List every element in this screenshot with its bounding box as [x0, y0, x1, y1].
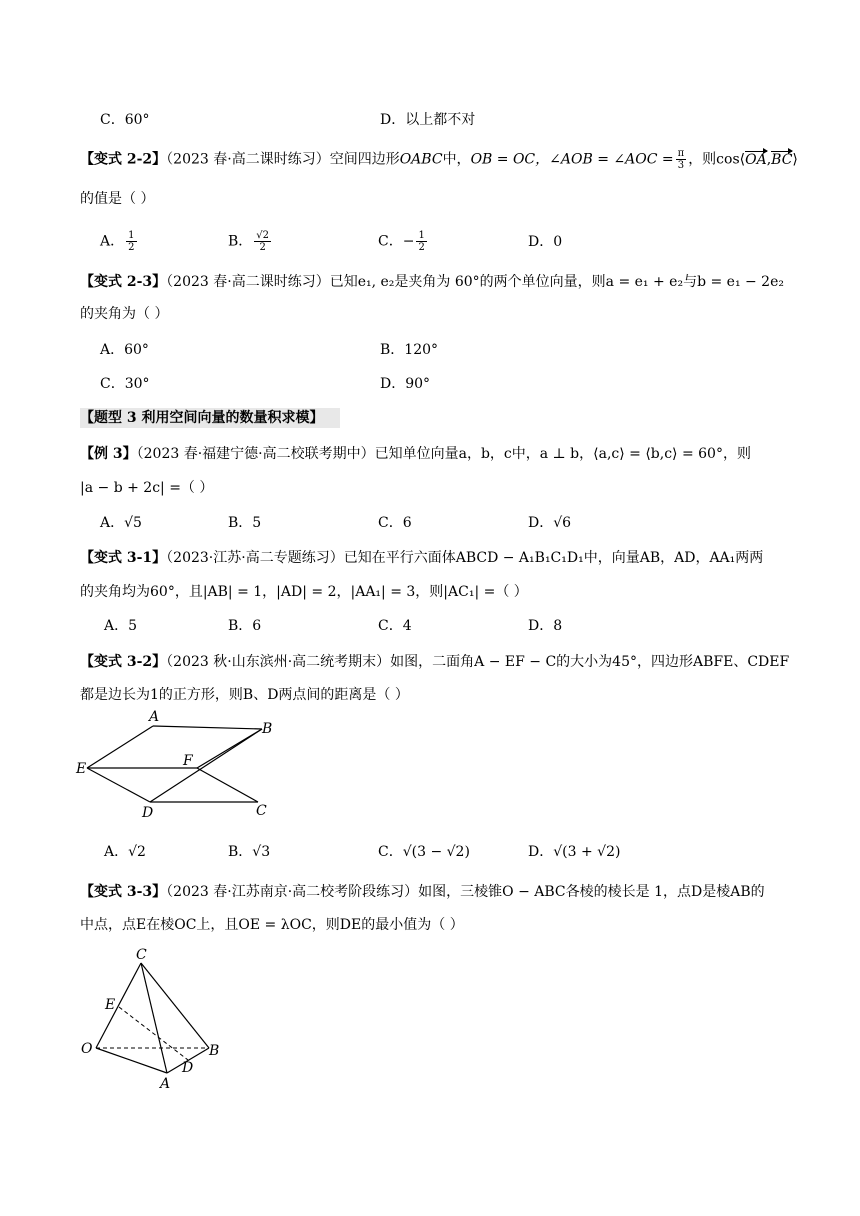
question-3-2-line1 [80, 652, 789, 672]
question-3-3-line1 [80, 882, 765, 902]
label-d: D [142, 805, 154, 820]
option-d: D．√6 [528, 515, 572, 531]
edge-ab [153, 726, 262, 729]
question-3-1-line1 [80, 548, 763, 568]
math: OABC [399, 151, 443, 168]
question-source: （2023 春·江苏南京·高二校考阶段练习） [166, 884, 419, 900]
section-heading: 【题型 3 利用空间向量的数量积求模】 [80, 408, 340, 428]
question-text: 如图，三棱锥O − ABC各棱的棱长是 1，点D是棱AB的 [418, 884, 765, 900]
numerator: 1 [418, 230, 425, 241]
question-tag: 【变式 3-1】 [80, 550, 167, 566]
question-tag: 【变式 2-3】 [80, 274, 167, 290]
option-a: A．√2 [104, 844, 146, 860]
vector: OA [745, 151, 767, 168]
question-source: （2023 春·高二课时练习） [166, 151, 330, 168]
question-source: （2023 春·高二课时练习） [166, 274, 330, 290]
question-source: （2023 春·福建宁德·高二校联考期中） [136, 446, 375, 462]
option-label: A． [100, 233, 125, 250]
text: 中， [442, 151, 471, 168]
option-b: B．6 [228, 618, 262, 634]
option-c: C．30° [100, 376, 150, 392]
option-a [100, 230, 139, 253]
question-2-3-line2: 的夹角为（ ） [80, 306, 169, 322]
option-b: B．5 [228, 515, 262, 531]
text: , [766, 151, 772, 168]
fraction [254, 230, 271, 253]
option-d: D．90° [380, 376, 431, 392]
option-a: A．5 [104, 618, 138, 634]
numerator: 1 [128, 230, 135, 241]
option-b [228, 230, 273, 253]
option-d: D．8 [528, 618, 563, 634]
math: OB = OC，∠AOB = ∠AOC = [470, 151, 674, 168]
segment-bd [150, 729, 262, 802]
edge-ed [87, 768, 150, 802]
edge-oa [96, 1048, 167, 1073]
example-3-line1 [80, 444, 751, 464]
option-a: A．√5 [100, 515, 142, 531]
denominator: 2 [128, 242, 135, 253]
option-d: D．√(3 + √2) [528, 844, 621, 860]
edge-oc [96, 963, 141, 1048]
option-c: C．6 [378, 515, 412, 531]
option-label: B． [228, 233, 253, 250]
option-b: B．√3 [228, 844, 271, 860]
edge-ae [87, 726, 153, 768]
option-c-prev: C．60° [100, 112, 150, 128]
example-3-line2: |a − b + 2c| =（ ） [80, 480, 214, 496]
question-text: 已知在平行六面体ABCD − A₁B₁C₁D₁中，向量AB，AD，AA₁两两 [343, 550, 764, 566]
label-b: B [262, 721, 273, 737]
label-e: E [76, 761, 87, 777]
label-e: E [105, 997, 116, 1013]
vector: BC [771, 151, 793, 168]
question-3-2-line2: 都是边长为1的正方形，则B、D两点间的距离是（ ） [80, 687, 409, 703]
denominator: 3 [677, 160, 685, 171]
numerator: √2 [256, 230, 270, 241]
numerator: π [677, 148, 685, 159]
denominator: 2 [259, 242, 266, 253]
option-label: C．− [378, 233, 415, 250]
question-text: 已知单位向量a，b，c中，a ⊥ b，⟨a,c⟩ = ⟨b,c⟩ = 60°，则 [374, 446, 751, 462]
fraction [676, 148, 687, 171]
label-b: B [209, 1043, 220, 1059]
label-c: C [256, 803, 267, 819]
label-d: D [182, 1060, 194, 1076]
option-c: C．4 [378, 618, 412, 634]
question-tag: 【例 3】 [80, 446, 137, 462]
question-tag: 【变式 3-2】 [80, 654, 167, 670]
dihedral-figure [72, 705, 292, 820]
label-f: F [183, 753, 193, 769]
option-c [378, 230, 429, 253]
question-text: 如图，二面角A − EF − C的大小为45°，四边形ABFE、CDEF [390, 654, 790, 670]
text: ，则cos⟨ [688, 151, 746, 168]
question-tag: 【变式 3-3】 [80, 884, 167, 900]
option-b: B．120° [380, 342, 439, 358]
question-text: 已知e₁, e₂是夹角为 60°的两个单位向量，则a = e₁ + e₂与b = e₁ − 2e₂ [329, 274, 784, 290]
option-a: A．60° [100, 342, 149, 358]
label-o: O [81, 1041, 93, 1057]
option-c: C．√(3 − √2) [378, 844, 470, 860]
text: 空间四边形 [329, 151, 400, 168]
question-3-3-line2: 中点，点E在棱OC上，且OE = λOC，则DE的最小值为（ ） [80, 917, 464, 933]
question-2-2-line1 [80, 148, 798, 171]
option-d-prev: D．以上都不对 [380, 112, 476, 128]
question-source: （2023·江苏·高二专题练习） [166, 550, 344, 566]
question-source: （2023 秋·山东滨州·高二统考期末） [166, 654, 391, 670]
label-c: C [136, 947, 147, 963]
edge-fc [197, 768, 258, 802]
label-a: A [149, 709, 160, 725]
label-a: A [160, 1076, 171, 1092]
text: ⟩ [792, 151, 798, 168]
fraction [126, 230, 136, 253]
question-3-1-line2: 的夹角均为60°，且|AB| = 1，|AD| = 2，|AA₁| = 3，则|AC₁| =（ ） [80, 584, 528, 600]
fraction [416, 230, 426, 253]
tetrahedron-figure [76, 945, 236, 1095]
question-2-3-line1 [80, 272, 784, 292]
option-d: D．0 [528, 234, 563, 250]
question-tag: 【变式 2-2】 [80, 151, 167, 168]
question-2-2-line2: 的值是（ ） [80, 191, 155, 207]
denominator: 2 [418, 242, 425, 253]
